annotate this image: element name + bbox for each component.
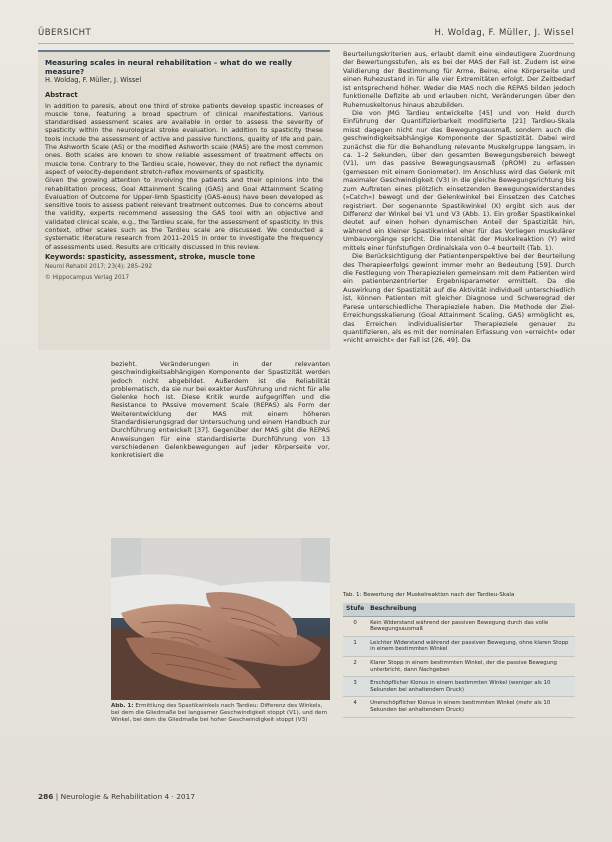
right-paragraph-2: Die von JMG Tardieu entwickelte [45] und von Held durch Einführung der Quantifizierbarkeit modifizierte [21] Tardieu-Skala misst dagegen nicht nur das Bewegungsausmaß, sondern auch die geschwindigkeitsabhängige Komponente der Spastizität. Dabei wird zunächst die für die Behandlung relevante Muskelgruppe langsam, in ca. 1–2 Sekunden, über den gesamten Bewegungsbereich bewegt (V1), um das passive Bewegungsausmaß (pROM) zu erfassen (gemessen mit einem Goniometer). Im Anschluss wird das Gelenk mit maximaler Geschwindigkeit (V3) in die gleiche Bewegungsrichtung bis zum Auftreten eines plötzlich einsetzenden Bewegungswiderstandes (»Catch«) bewegt und der Gelenkwinkel bei Einsetzen des Catches registriert. Der sogenannte Spastikwinkel (X) ergibt sich aus der Differenz der Winkel bei V1 und V3 (Abb. 1). Ein großer Spastikwinkel deutet auf einen hohen dynamischen Anteil der Spastizität hin, während ein kleiner Spastikwinkel eher für das Vorliegen muskulärer Umbauvorgänge spricht. Die Intensität der Muskelreaktion (Y) wird mittels einer fünfstufigen Ordinalskala von 0–4 beurteilt (Tab. 1). [343,108,575,252]
figure-caption-label: Abb. 1: [111,703,134,709]
col-header-description: Beschreibung [367,603,575,616]
table-caption: Tab. 1: Bewertung der Muskelreaktion nach der Tardieu-Skala [343,592,515,598]
table-row [343,677,575,697]
journal-issue: Neurologie & Rehabilitation 4 · 2017 [60,792,196,801]
right-paragraph-3: Die Berücksichtigung der Patientenperspektive bei der Beurteilung des Therapieerfolgs gewinnt immer mehr an Bedeutung [59]. Durch die Festlegung von Therapiezielen gemeinsam mit dem Patienten wird ein patientenzentrierter Ergebnisparameter ermittelt. Da die Auswirkung der Spastizität auf die Aktivität individuell unterschiedlich ist, können Patienten mit gleicher Diagnose und Schweregrad der Parese unterschiedliche Therapieziele haben. Die Methode der Ziel-Erreichungsskalierung (Goal Attainment Scaling, GAS) ermöglicht es, das Erreichen individualisierter Therapieziele genauer zu quantifizieren, als es mit der nominalen Erfassung von »erreicht« oder »nicht erreicht« der Fall ist [26, 49]. Da [343,252,575,345]
right-paragraph-1: Beurteilungskriterien aus, erlaubt damit eine eindeutigere Zuordnung der Bewertungsstufen, als es bei der MAS der Fall ist. Zudem ist eine Validierung der Bestimmung für Arme, Beine, eine Körperseite und einen Ruhezustand in für alle vier Extremitäten erfolgt. Der Zeitbedarf ist entsprechend höher. Weder die MAS noch die REPAS bilden jedoch funktionelle Defizite ab und erlauben nicht, Veränderungen über den Ruhemuskeltonus hinaus abzubilden. [343,50,575,109]
stage-cell: 3 [343,677,367,697]
stage-cell: 0 [343,616,367,636]
abstract-authors: H. Woldag, F. Müller, J. Wissel [45,76,142,84]
header-authors: H. Woldag, F. Müller, J. Wissel [434,28,574,38]
tardieu-scale-table [343,603,575,718]
middle-column-text [111,360,330,460]
abstract-heading: Abstract [45,91,78,100]
description-cell: Kein Widerstand während der passiven Bewegung durch das volle Bewegungsausmaß [367,616,575,636]
stage-cell: 4 [343,697,367,717]
table-row [343,697,575,717]
section-label: ÜBERSICHT [38,28,92,38]
right-column-text [343,50,575,345]
page-footer [38,792,195,801]
abstract-title: Measuring scales in neural rehabilitation – what do we really measure? [45,58,292,76]
figure-photo-image [111,538,330,700]
col-header-stage: Stufe [343,603,367,616]
table-row [343,656,575,676]
page-number: 286 [38,792,54,801]
abstract-citation: Neurol Rehabil 2017; 23(4): 285–292 [45,264,153,271]
figure-caption [111,703,330,724]
description-cell: Klarer Stopp in einem bestimmten Winkel, der die passive Bewegung unterbricht, dann Nachgeben [367,656,575,676]
english-abstract-box [38,50,330,350]
header-rule [38,43,574,44]
table-row [343,616,575,636]
abstract-paragraph-2: Given the growing attention to involving the patients and their opinions into the rehabilitation process, Goal Attainment Scaling (GAS) and Goal Attainment Scaling Evaluation of Outcome for Upper-limb Spasticity (GAS-eous) have been developed as sensitive tools to assess patient relevant treatment outcomes. Due to concerns about the validity, experts recommend assessing the GAS tool with an objective and validated clinical scale, e.g., the Tardieu scale, for the assessment of spasticity. In this context, other scales such as the Tardieu scale are discussed. We conducted a systematic literature research from 2011–2015 in order to investigate the frequency of assessments used. Results are critically discussed in this review. [45,176,323,251]
table-row [343,636,575,656]
stage-cell: 1 [343,636,367,656]
middle-paragraph: bezieht. Veränderungen in der relevanten geschwindigkeitsabhängigen Komponente der Spastizität werden jedoch nicht abgebildet. Außerdem ist die Reliabilität problematisch, da sie nur bei exakter Ausführung und nicht für alle Gelenke hoch ist. Diese Kritik wurde aufgegriffen und die Resistance to PAssive movement Scale (REPAS) als Form der Weiterentwicklung der MAS mit einem höheren Standardisierungsgrad der Untersuchung und einem Handbuch zur Durchführung entwickelt [37]. Gegenüber der MAS gibt die REPAS Anweisungen für eine standardisierte Durchführung von 13 verschiedenen Gelenkbewegungen auf jeder Körperseite vor, konkretisiert die [111,360,330,460]
description-cell: Erschöpflicher Klonus in einem bestimmten Winkel (weniger als 10 Sekunden bei anhaltendem Druck) [367,677,575,697]
table-1 [343,592,575,718]
figure-caption-text: Ermittlung des Spastikwinkels nach Tardieu: Differenz des Winkels, bei dem die Gliedmaße bei langsamer Geschwindigkeit stoppt (V1), und dem Winkel, bei dem die Gliedmaße bei hoher Geschwindigkeit stoppt (V3) [111,703,328,724]
abstract-paragraph-1: In addition to paresis, about one third of stroke patients develop spastic increases of muscle tone, featuring a broad spectrum of clinical manifestations. Various standardised assessment scales are available in order to assess the severity of spasticity within the neurological stroke evaluation. In addition to spasticity these tools include the assessment of active and passive functions, quality of life and pain. The Ashworth Scale (AS) or the modified Ashworth scale (MAS) are the most common ones. Both scales are known to show reliable assessment of treatment effects on muscle tone. Contrary to the Tardieu scale, however, they do not reflect the dynamic aspect of velocity-dependent stretch-reflex movements of spasticity. [45,101,323,176]
abstract-copyright: © Hippocampus Verlag 2017 [45,274,130,281]
table-header-row [343,603,575,616]
figure-photo-tardieu-test [111,538,330,700]
footer-separator: | [55,792,61,801]
stage-cell: 2 [343,656,367,676]
abstract-keywords: Keywords: spasticity, assessment, stroke, muscle tone [45,252,256,261]
description-cell: Leichter Widerstand während der passiven Bewegung, ohne klaren Stopp in einem bestimmten Winkel [367,636,575,656]
description-cell: Unerschöpflicher Klonus in einem bestimmten Winkel (mehr als 10 Sekunden bei anhaltendem Druck) [367,697,575,717]
running-header [38,28,574,42]
